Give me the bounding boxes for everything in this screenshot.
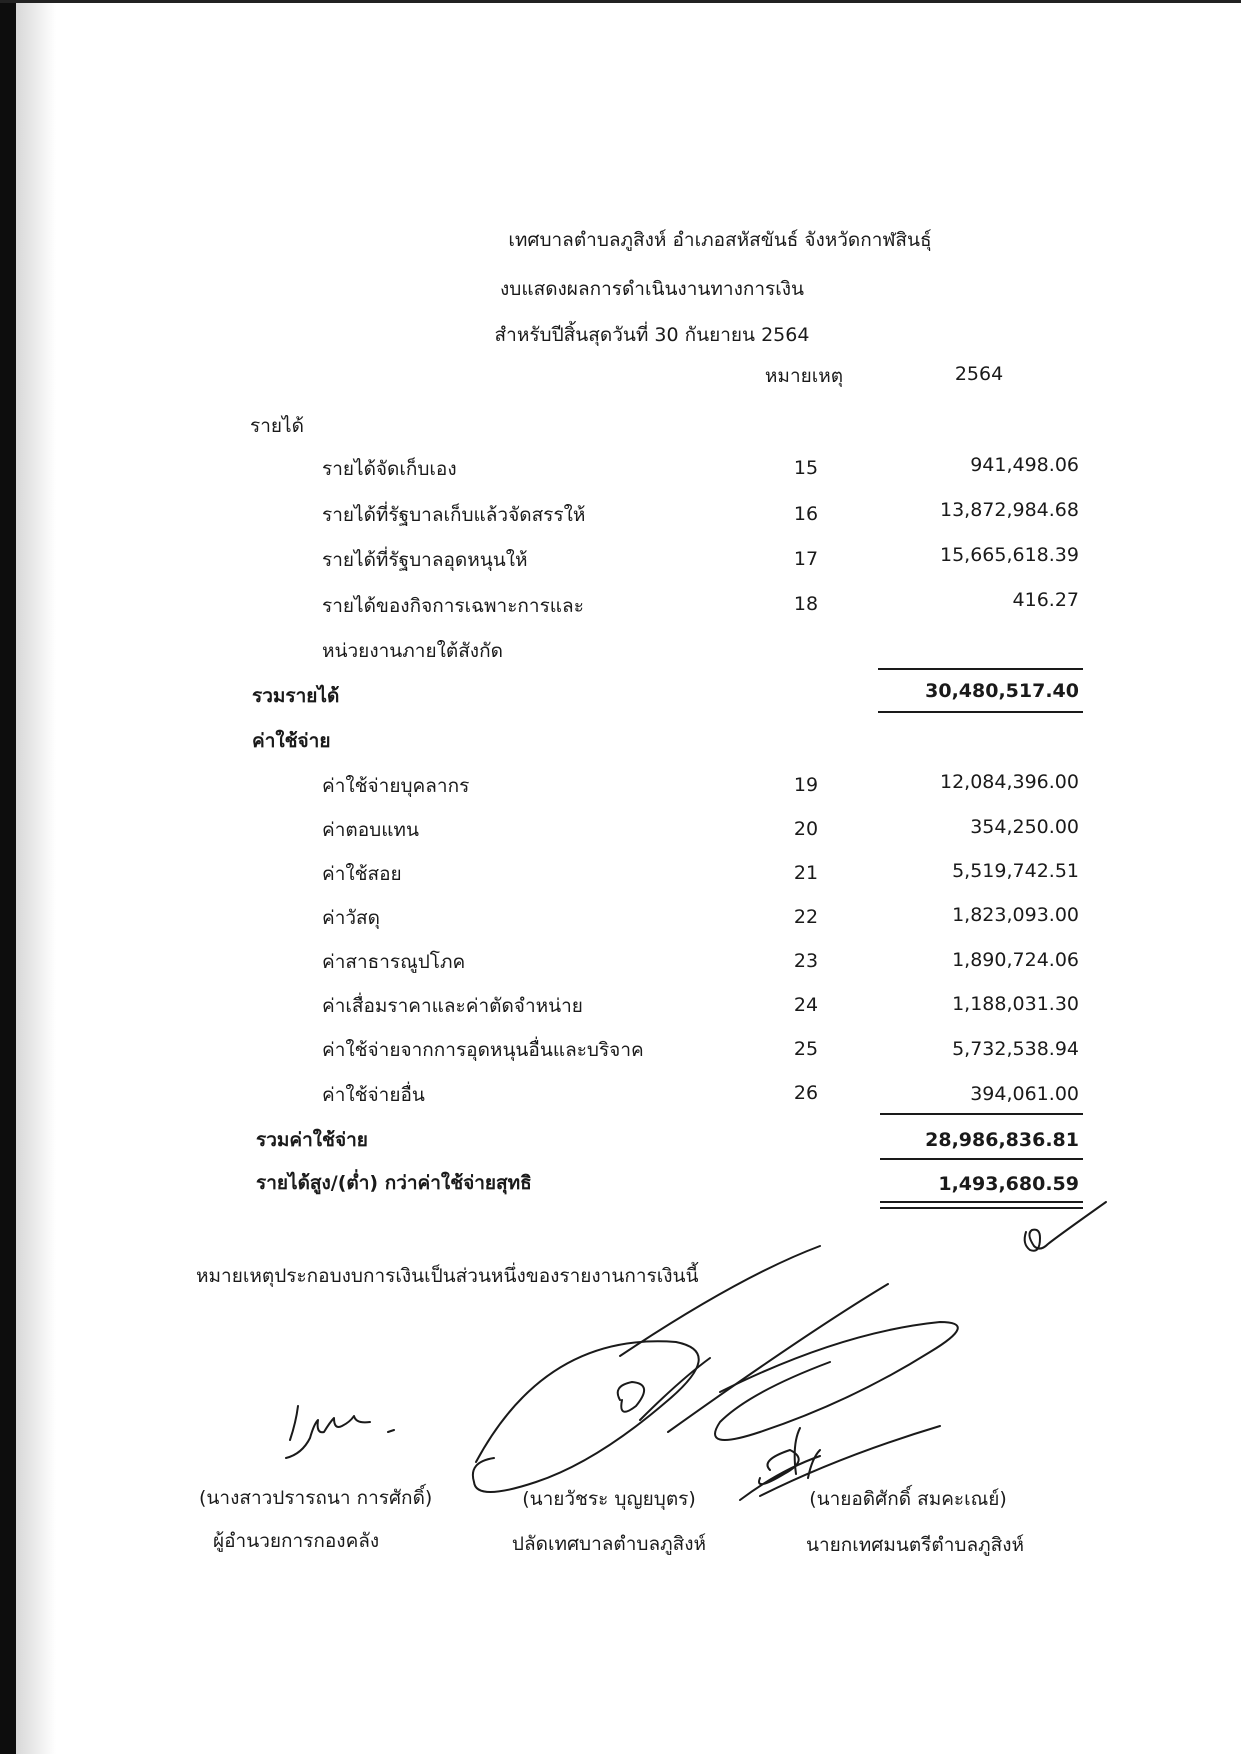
row-label: ค่าใช้จ่ายบุคลากร [322,775,470,797]
signatory-name: (นายอดิศักดิ์ สมคะเณย์) [809,1488,1007,1510]
row-amount: 1,890,724.06 [952,949,1079,971]
row-note: 17 [793,548,819,570]
row-amount: 15,665,618.39 [939,544,1079,566]
section-heading-revenue: รายได้ [250,415,304,437]
row-note: 20 [793,818,819,840]
statement-period: สำหรับปีสิ้นสุดวันที่ 30 กันยายน 2564 [494,324,810,346]
row-note: 19 [793,774,819,796]
statement-title: งบแสดงผลการดำเนินงานทางการเงิน [500,278,804,300]
column-header-year: 2564 [954,363,1004,385]
row-amount: 354,250.00 [970,816,1079,838]
row-note: 22 [793,906,819,928]
signatory-title: ผู้อำนวยการกองคลัง [213,1530,380,1552]
row-label: ค่าใช้สอย [322,863,402,885]
row-note: 16 [793,503,819,525]
row-note: 25 [793,1038,819,1060]
row-note: 24 [793,994,819,1016]
row-amount: 13,872,984.68 [939,499,1079,521]
row-amount: 416.27 [1012,589,1079,611]
net-result-amount: 1,493,680.59 [938,1173,1079,1195]
row-label: รายได้จัดเก็บเอง [322,458,457,480]
footnote: หมายเหตุประกอบงบการเงินเป็นส่วนหนึ่งของรายงานการเงินนี้ [196,1265,699,1287]
row-label: รายได้ที่รัฐบาลอุดหนุนให้ [322,549,528,571]
section-heading-expense: ค่าใช้จ่าย [252,730,331,752]
row-label: ค่าตอบแทน [322,819,419,841]
total-expense-amount: 28,986,836.81 [925,1129,1079,1151]
signatory-name: (นายวัชระ บุญยบุตร) [522,1488,696,1510]
row-amount: 12,084,396.00 [939,771,1079,793]
row-amount: 394,061.00 [970,1083,1079,1105]
row-note: 15 [793,457,819,479]
signatory-name: (นางสาวปรารถนา การศักดิ์) [199,1487,433,1509]
row-label: ค่าวัสดุ [322,907,380,929]
row-label: ค่าสาธารณูปโภค [322,951,466,973]
row-label: รายได้ที่รัฐบาลเก็บแล้วจัดสรรให้ [322,504,586,526]
total-expense-label: รวมค่าใช้จ่าย [256,1129,368,1151]
row-label-continuation: หน่วยงานภายใต้สังกัด [322,640,503,662]
signatory-title: นายกเทศมนตรีตำบลภูสิงห์ [805,1534,1025,1556]
row-note: 21 [793,862,819,884]
row-note: 18 [793,593,819,615]
row-amount: 941,498.06 [970,454,1079,476]
org-name: เทศบาลตำบลภูสิงห์ อำเภอสหัสขันธ์ จังหวัดกาฬสินธุ์ [508,229,932,251]
signatory-title: ปลัดเทศบาลตำบลภูสิงห์ [511,1533,707,1555]
row-amount: 1,823,093.00 [952,904,1079,926]
row-label: ค่าเสื่อมราคาและค่าตัดจำหน่าย [322,995,583,1017]
total-revenue-amount: 30,480,517.40 [925,680,1079,702]
row-label: ค่าใช้จ่ายอื่น [322,1084,425,1106]
row-note: 26 [793,1082,819,1104]
row-note: 23 [793,950,819,972]
net-result-label: รายได้สูง/(ต่ำ) กว่าค่าใช้จ่ายสุทธิ [256,1172,532,1194]
row-label: ค่าใช้จ่ายจากการอุดหนุนอื่นและบริจาค [322,1039,644,1061]
column-header-note: หมายเหตุ [764,365,844,387]
row-label: รายได้ของกิจการเฉพาะการและ [322,595,584,617]
row-amount: 1,188,031.30 [952,993,1079,1015]
row-amount: 5,732,538.94 [952,1038,1079,1060]
total-revenue-label: รวมรายได้ [252,685,340,707]
row-amount: 5,519,742.51 [952,860,1079,882]
